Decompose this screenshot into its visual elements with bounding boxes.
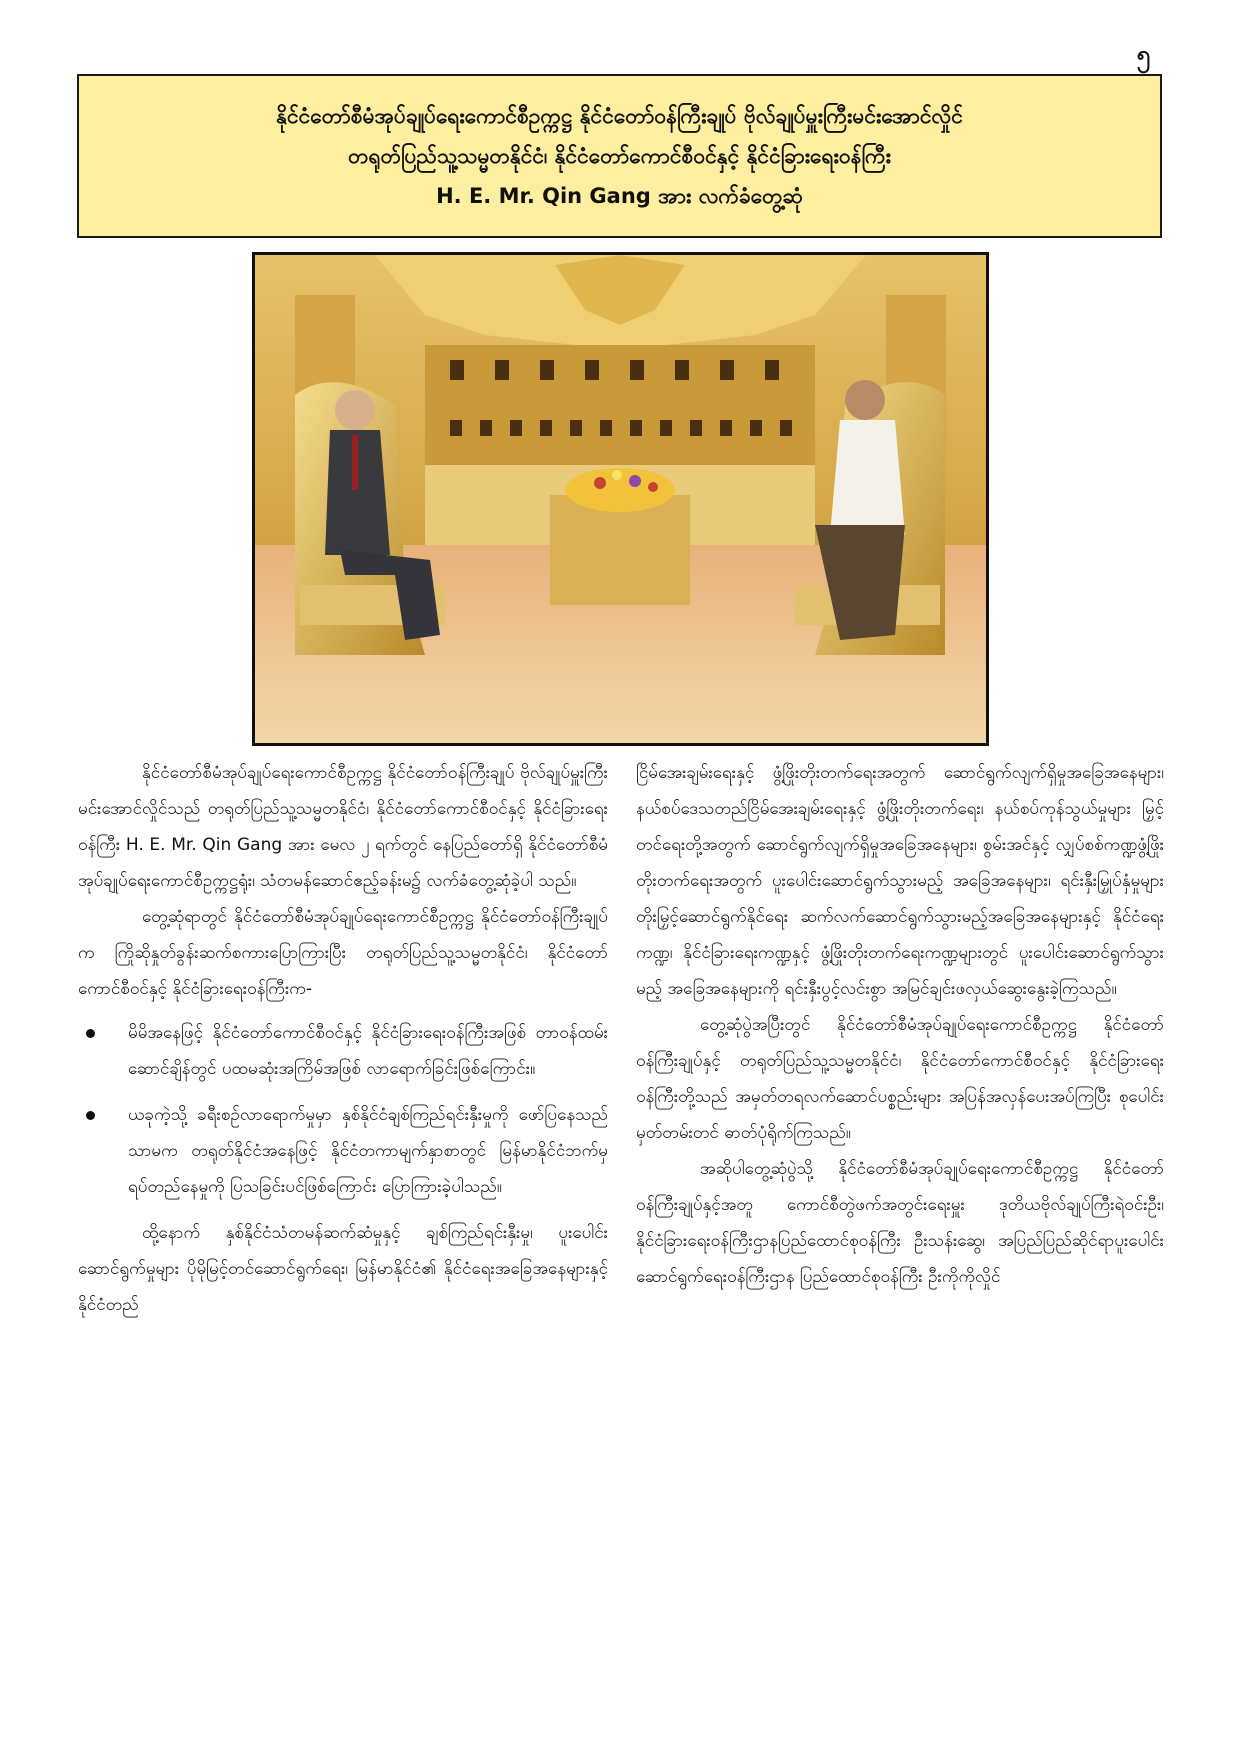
right-paragraph-1: ငြိမ်အေးချမ်းရေးနှင့် ဖွံ့ဖြိုးတိုးတက်ရေးအတွက် ဆောင်ရွက်လျက်ရှိမှုအခြေအနေများ၊ နယ်စပ်ဒေသတည်ငြိမ်အေးချမ်းရေးနှင့် ဖွံ့ဖြိုးတိုးတက်ရေး၊ နယ်စပ်ကုန်သွယ်မှုများ မြှင့်တင်ရေးတို့အတွက် ဆောင်ရွက်လျက်ရှိမှုအခြေအနေများ၊ စွမ်းအင်နှင့် လျှပ်စစ်ကဏ္ဍဖွံ့ဖြိုးတိုးတက်ရေးအတွက် ပူးပေါင်းဆောင်ရွက်သွားမည့် အခြေအနေများ၊ ရင်းနှီးမြှုပ်နှံမှုများတိုးမြှင့်ဆောင်ရွက်နိုင်ရေး ဆက်လက်ဆောင်ရွက်သွားမည့်အခြေအနေများနှင့် နိုင်ငံရေးကဏ္ဍ၊ နိုင်ငံခြားရေးကဏ္ဍနှင့် ဖွံ့ဖြိုးတိုးတက်ရေးကဏ္ဍများတွင် ပူးပေါင်းဆောင်ရွက်သွားမည့် အခြေအနေများကို ရင်းနှီးပွင့်လင်းစွာ အမြင်ချင်းဖလှယ်ဆွေးနွေးခဲ့ကြသည်။	[636, 763, 1164, 999]
left-paragraph-1: နိုင်ငံတော်စီမံအုပ်ချုပ်ရေးကောင်စီဥက္ကဋ္ဌ နိုင်ငံတော်ဝန်ကြီးချုပ် ဗိုလ်ချုပ်မှူးကြီး မင်းအောင်လှိုင်သည် တရုတ်ပြည်သူ့သမ္မတနိုင်ငံ၊ နိုင်ငံတော်ကောင်စီဝင်နှင့် နိုင်ငံခြားရေးဝန်ကြီး H. E. Mr. Qin Gang အား မေလ ၂ ရက်တွင် နေပြည်တော်ရှိ နိုင်ငံတော်စီမံအုပ်ချုပ်ရေးကောင်စီဥက္ကဋ္ဌရုံး၊ သံတမန်ဆောင်ဧည့်ခန်းမ၌ လက်ခံတွေ့ဆုံခဲ့ပါ သည်။	[78, 763, 608, 891]
meeting-photo	[252, 252, 989, 746]
right-paragraph-3: အဆိုပါတွေ့ဆုံပွဲသို့ နိုင်ငံတော်စီမံအုပ်ချုပ်ရေးကောင်စီဥက္ကဋ္ဌ နိုင်ငံတော်ဝန်ကြီးချုပ်နှင့်အတူ ကောင်စီတွဲဖက်အတွင်းရေးမှူး ဒုတိယဗိုလ်ချုပ်ကြီးရဲဝင်းဦး၊ နိုင်ငံခြားရေးဝန်ကြီးဌာနပြည်ထောင်စုဝန်ကြီး ဦးသန်းဆွေ၊ အပြည်ပြည်ဆိုင်ရာပူးပေါင်းဆောင်ရွက်ရေးဝန်ကြီးဌာန ပြည်ထောင်စုဝန်ကြီး ဦးကိုကိုလှိုင်	[636, 1159, 1164, 1287]
headline-line-1: နိုင်ငံတော်စီမံအုပ်ချုပ်ရေးကောင်စီဥက္ကဋ္ဌ နိုင်ငံတော်ဝန်ကြီးချုပ် ဗိုလ်ချုပ်မှူးကြီးမင်းအောင်လှိုင်	[276, 104, 963, 128]
right-paragraph-2: တွေ့ဆုံပွဲအပြီးတွင် နိုင်ငံတော်စီမံအုပ်ချုပ်ရေးကောင်စီဥက္ကဋ္ဌ နိုင်ငံတော်ဝန်ကြီးချုပ်နှင့် တရုတ်ပြည်သူ့သမ္မတနိုင်ငံ၊ နိုင်ငံတော်ကောင်စီဝင်နှင့် နိုင်ငံခြားရေးဝန်ကြီးတို့သည် အမှတ်တရလက်ဆောင်ပစ္စည်းများ အပြန်အလှန်ပေးအပ်ကြပြီး စုပေါင်းမှတ်တမ်းတင် ဓာတ်ပုံရိုက်ကြသည်။	[636, 1015, 1164, 1143]
left-paragraph-2: တွေ့ဆုံရာတွင် နိုင်ငံတော်စီမံအုပ်ချုပ်ရေးကောင်စီဥက္ကဋ္ဌ နိုင်ငံတော်ဝန်ကြီးချုပ်က ကြိုဆိုနှုတ်ခွန်းဆက်စကားပြောကြားပြီး တရုတ်ပြည်သူ့သမ္မတနိုင်ငံ၊ နိုင်ငံတော်ကောင်စီဝင်နှင့် နိုင်ငံခြားရေးဝန်ကြီးက-	[78, 907, 608, 999]
headline-line-3: H. E. Mr. Qin Gang အား လက်ခံတွေ့ဆုံ	[436, 184, 803, 208]
page-number: ၅	[1136, 40, 1150, 68]
bullet-list	[78, 1015, 608, 1205]
right-column	[636, 755, 1164, 1295]
left-column	[78, 755, 608, 1323]
headline-box	[77, 74, 1162, 238]
meeting-photo-illustration	[255, 255, 986, 743]
left-paragraph-3: ထို့နောက် နှစ်နိုင်ငံသံတမန်ဆက်ဆံမှုနှင့် ချစ်ကြည်ရင်းနှီးမှု၊ ပူးပေါင်းဆောင်ရွက်မှုများ ပိုမိုမြင့်တင်ဆောင်ရွက်ရေး၊ မြန်မာနိုင်ငံ၏ နိုင်ငံရေးအခြေအနေများနှင့် နိုင်ငံတည်	[78, 1223, 608, 1315]
bullet-item-2: ယခုကဲ့သို့ ခရီးစဉ်လာရောက်မှုမှာ နှစ်နိုင်ငံချစ်ကြည်ရင်းနှီးမှုကို ဖော်ပြနေသည်သာမက တရုတ်နိုင်ငံအနေဖြင့် နိုင်ငံတကာမျက်နှာစာတွင် မြန်မာနိုင်ငံဘက်မှ ရပ်တည်နေမှုကို ပြသခြင်းပင်ဖြစ်ကြောင်း ပြောကြားခဲ့ပါသည်။	[78, 1097, 608, 1205]
headline-line-2: တရုတ်ပြည်သူ့သမ္မတနိုင်ငံ၊ နိုင်ငံတော်ကောင်စီဝင်နှင့် နိုင်ငံခြားရေးဝန်ကြီး	[348, 144, 891, 168]
bullet-item-1: မိမိအနေဖြင့် နိုင်ငံတော်ကောင်စီဝင်နှင့် နိုင်ငံခြားရေးဝန်ကြီးအဖြစ် တာဝန်ထမ်းဆောင်ချိန်တွင် ပထမဆုံးအကြိမ်အဖြစ် လာရောက်ခြင်းဖြစ်ကြောင်း။	[78, 1015, 608, 1087]
